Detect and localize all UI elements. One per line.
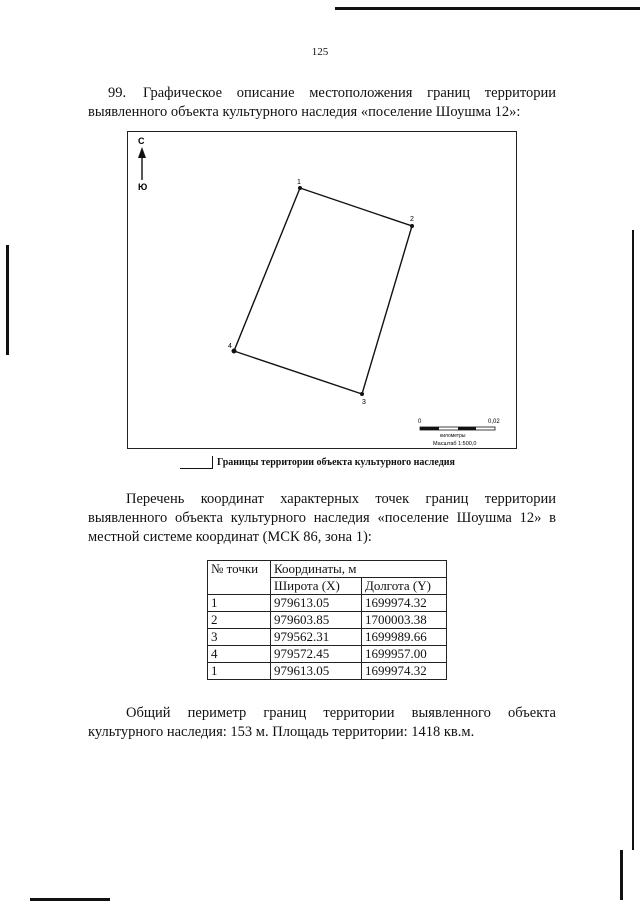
cell-lat: 979562.31 xyxy=(271,629,362,646)
table-row xyxy=(208,612,447,629)
scale-end: 0,02 xyxy=(488,419,500,425)
north-arrow-icon xyxy=(138,147,146,180)
cell-lon: 1699974.32 xyxy=(362,595,447,612)
scan-edge-bottom xyxy=(30,898,110,901)
table-header-row xyxy=(208,561,447,578)
table-row xyxy=(208,595,447,612)
scale-unit: километры xyxy=(440,433,466,439)
cell-point: 1 xyxy=(208,595,271,612)
map-legend xyxy=(180,456,455,469)
section-heading-text: Графическое описание местоположения границ территории выявленного объекта культурного наследия «поселение Шоушма 12»: xyxy=(88,85,556,120)
scale-text: Масштаб 1:500,0 xyxy=(433,441,477,447)
cell-point: 1 xyxy=(208,663,271,680)
cell-lon: 1699974.32 xyxy=(362,663,447,680)
boundary-map xyxy=(127,131,517,449)
table-row xyxy=(208,663,447,680)
section-number: 99. xyxy=(108,85,127,101)
cell-point: 4 xyxy=(208,646,271,663)
point-marker-3 xyxy=(360,392,364,396)
point-marker-2 xyxy=(410,224,414,228)
legend-text: Границы территории объекта культурного наследия xyxy=(217,457,455,468)
table-row xyxy=(208,646,447,663)
point-label-2: 2 xyxy=(410,216,414,223)
north-label: С xyxy=(138,136,145,146)
south-label: Ю xyxy=(138,182,148,192)
point-label-4: 4 xyxy=(228,343,232,350)
point-marker-4 xyxy=(232,349,237,354)
header-lat: Широта (X) xyxy=(271,578,362,595)
territory-boundary xyxy=(234,188,412,394)
header-point: № точки xyxy=(208,561,271,595)
table-row xyxy=(208,629,447,646)
header-lon: Долгота (Y) xyxy=(362,578,447,595)
boundary-map-svg xyxy=(128,132,516,448)
coords-table xyxy=(207,560,447,680)
scale-bar xyxy=(420,427,495,430)
scale-start: 0 xyxy=(418,419,422,425)
cell-point: 2 xyxy=(208,612,271,629)
point-marker-1 xyxy=(298,186,302,190)
cell-lon: 1699989.66 xyxy=(362,629,447,646)
cell-point: 3 xyxy=(208,629,271,646)
page-number: 125 xyxy=(311,46,329,58)
scan-edge-right xyxy=(632,230,634,850)
cell-lat: 979613.05 xyxy=(271,595,362,612)
scan-edge-left xyxy=(6,245,9,355)
cell-lat: 979613.05 xyxy=(271,663,362,680)
coords-intro: Перечень координат характерных точек границ территории выявленного объекта культурного наследия «поселение Шоушма 12» в местной системе координат (МСК 86, зона 1): xyxy=(88,491,556,545)
summary-text: Общий периметр границ территории выявленного объекта культурного наследия: 153 м. Площадь территории: 1418 кв.м. xyxy=(88,705,556,740)
legend-swatch xyxy=(180,456,213,469)
scan-edge-bottom-right xyxy=(620,850,623,900)
cell-lat: 979603.85 xyxy=(271,612,362,629)
section-heading xyxy=(88,84,556,122)
cell-lat: 979572.45 xyxy=(271,646,362,663)
header-coords: Координаты, м xyxy=(271,561,447,578)
point-label-3: 3 xyxy=(362,399,366,406)
cell-lon: 1700003.38 xyxy=(362,612,447,629)
point-label-1: 1 xyxy=(297,179,301,186)
cell-lon: 1699957.00 xyxy=(362,646,447,663)
scan-edge-top xyxy=(335,7,640,10)
